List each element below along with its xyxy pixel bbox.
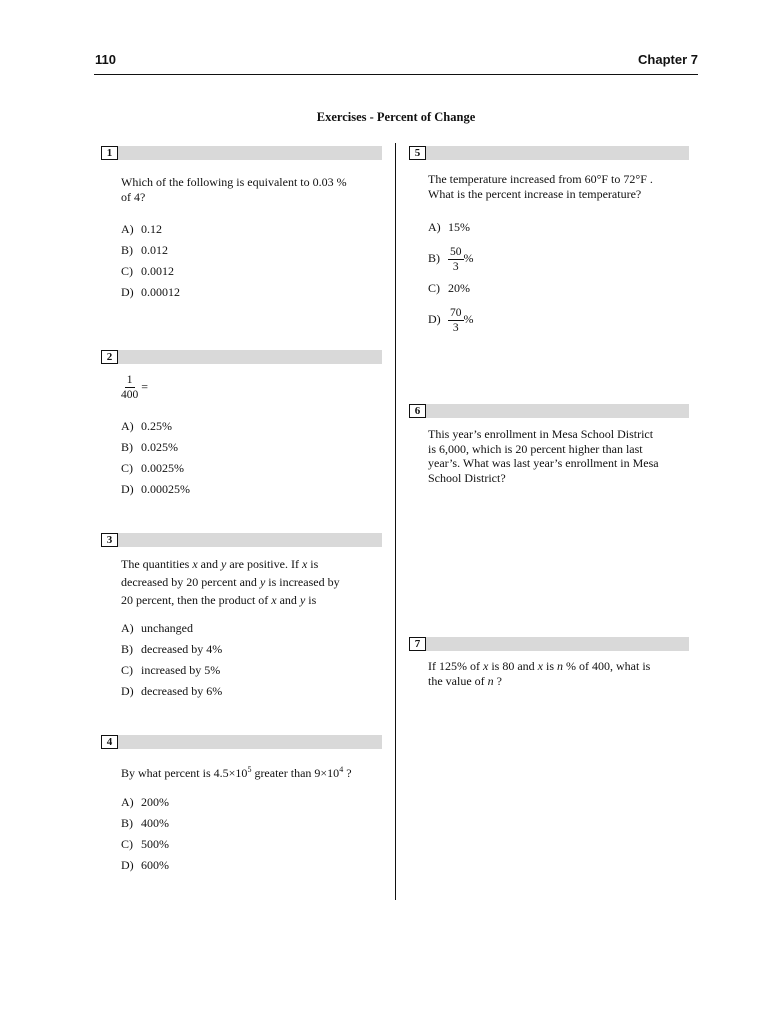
question-6-stem-line: This year’s enrollment in Mesa School District bbox=[428, 427, 654, 441]
choice-a[interactable]: A) unchanged bbox=[121, 621, 193, 635]
choice-d[interactable]: D) decreased by 6% bbox=[121, 684, 223, 698]
choice-c[interactable]: C) 0.0012 bbox=[121, 264, 174, 278]
choice-a[interactable]: A) 0.12 bbox=[121, 222, 162, 236]
question-5-number: 5 bbox=[409, 146, 426, 160]
question-1-stem-line: Which of the following is equivalent to 0.03 % bbox=[121, 175, 347, 189]
chapter-label: Chapter 7 bbox=[638, 52, 698, 67]
choice-b[interactable]: B) 0.025% bbox=[121, 440, 178, 454]
question-6-stem bbox=[428, 427, 659, 485]
question-3-number: 3 bbox=[101, 533, 118, 547]
fraction: $\frac{1}{400}$ bbox=[121, 374, 139, 401]
fraction: $\frac{50}{3}$ bbox=[450, 245, 462, 273]
fraction: $\frac{70}{3}$ bbox=[450, 306, 462, 334]
choice-c[interactable]: C) 0.0025% bbox=[121, 461, 184, 475]
question-1-bar bbox=[101, 146, 382, 160]
question-1-stem-line: of 4? bbox=[121, 190, 146, 204]
question-7-stem-line: the value of n ? bbox=[428, 674, 502, 688]
choice-d[interactable]: D) 600% bbox=[121, 858, 169, 872]
question-6-stem-line: is 6,000, which is 20 percent higher than last bbox=[428, 441, 643, 456]
choice-d[interactable]: D) 0.00025% bbox=[121, 482, 190, 496]
choice-a[interactable]: A) 15% bbox=[428, 220, 470, 234]
choice-b[interactable]: B) $\frac{50}{3}$ % bbox=[428, 245, 474, 273]
question-4-bar bbox=[101, 735, 382, 749]
question-6-bar bbox=[409, 404, 689, 418]
question-1-choices bbox=[121, 219, 180, 303]
equals-sign: = bbox=[141, 379, 149, 394]
question-5-choices bbox=[428, 217, 474, 339]
question-1-number: 1 bbox=[101, 146, 118, 160]
choice-a[interactable]: A) 0.25% bbox=[121, 419, 172, 433]
question-2-number: 2 bbox=[101, 350, 118, 364]
question-5-stem bbox=[428, 172, 653, 202]
question-7-bar bbox=[409, 637, 689, 651]
choice-c[interactable]: C) 500% bbox=[121, 837, 169, 851]
question-4-stem: By what percent is $4.5\times 10^5$ greater than $9\times 10^4$ ? bbox=[121, 765, 352, 780]
question-3-bar bbox=[101, 533, 382, 547]
question-2-choices bbox=[121, 416, 190, 500]
choice-d[interactable]: D) $\frac{70}{3}$ % bbox=[428, 306, 474, 334]
question-7-stem bbox=[428, 659, 650, 689]
choice-c[interactable]: C) 20% bbox=[428, 281, 470, 295]
question-4-number: 4 bbox=[101, 735, 118, 749]
choice-d[interactable]: D) 0.00012 bbox=[121, 285, 180, 299]
question-5-stem-line: The temperature increased from 60°F to 72°F . bbox=[428, 172, 653, 186]
question-6-stem-line: year’s. What was last year’s enrollment in Mesa bbox=[428, 456, 659, 470]
question-3-stem-line: decreased by 20 percent and y is increased by bbox=[121, 575, 340, 589]
page-title: Exercises - Percent of Change bbox=[316, 110, 476, 124]
question-3-stem-line: The quantities x and y are positive. If x is bbox=[121, 557, 319, 571]
choice-b[interactable]: B) 400% bbox=[121, 816, 169, 830]
question-3-stem-line: 20 percent, then the product of x and y is bbox=[121, 593, 317, 607]
question-5-stem-line: What is the percent increase in temperature? bbox=[428, 187, 642, 201]
choice-a[interactable]: A) 200% bbox=[121, 795, 169, 809]
choice-b[interactable]: B) 0.012 bbox=[121, 243, 168, 257]
question-3-stem bbox=[121, 555, 340, 609]
question-5-bar bbox=[409, 146, 689, 160]
choice-c[interactable]: C) increased by 5% bbox=[121, 663, 221, 677]
question-2-stem bbox=[121, 374, 148, 401]
page-number: 110 bbox=[95, 52, 116, 67]
question-6-number: 6 bbox=[409, 404, 426, 418]
choice-b[interactable]: B) decreased by 4% bbox=[121, 642, 223, 656]
question-7-number: 7 bbox=[409, 637, 426, 651]
question-1-stem bbox=[121, 175, 347, 205]
question-7-stem-line: If 125% of x is 80 and x is n % of 400, what is bbox=[428, 659, 651, 673]
question-4-choices bbox=[121, 792, 169, 876]
question-2-bar bbox=[101, 350, 382, 364]
question-6-stem-line: School District? bbox=[428, 470, 506, 485]
column-divider bbox=[395, 143, 396, 900]
header-divider bbox=[94, 74, 698, 75]
question-3-choices bbox=[121, 618, 222, 702]
